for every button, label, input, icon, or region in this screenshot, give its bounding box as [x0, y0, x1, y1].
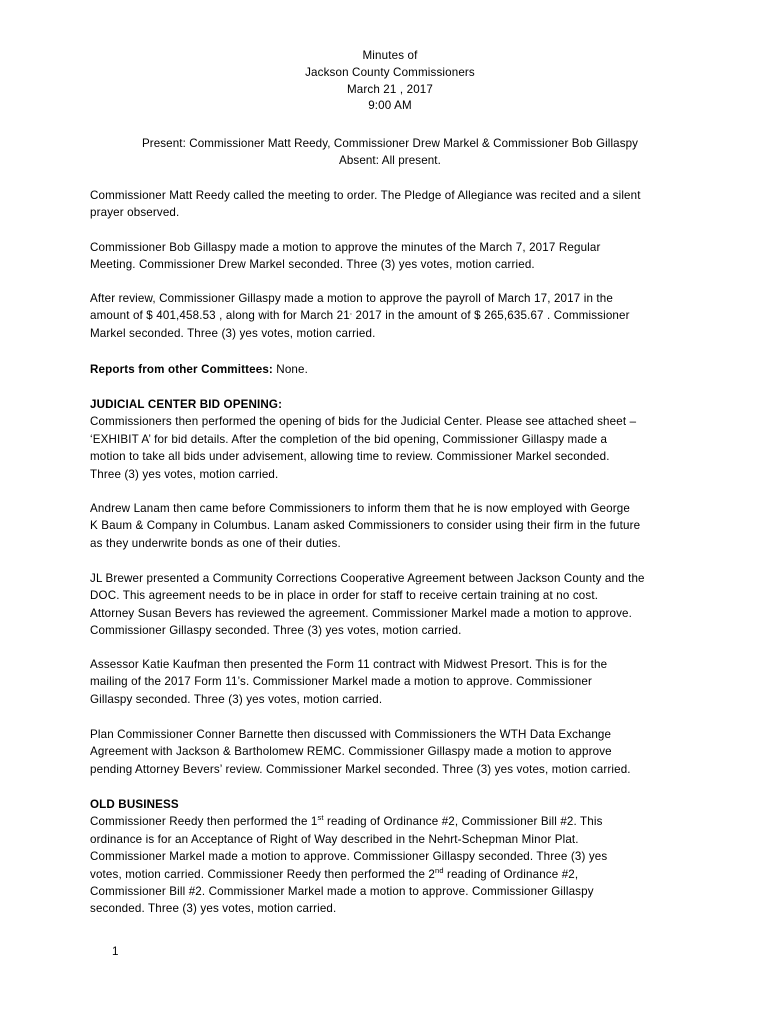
- judicial-center-section: [90, 396, 690, 483]
- judicial-center-heading: JUDICIAL CENTER BID OPENING:: [90, 398, 283, 411]
- reports-text: None.: [272, 363, 308, 376]
- lanam-paragraph: Andrew Lanam then came before Commissioners to inform them that he is now employed with George K Baum & Company in Columbus. Lanam asked Commissioners to consider using their firm in the future as they underwrite bonds as one of their duties.: [90, 502, 641, 550]
- payroll-superscript-mark: ,: [349, 307, 353, 317]
- reports-paragraph: [90, 361, 690, 378]
- header-date: March 21 , 2017: [346, 82, 434, 96]
- present-line: Present: Commissioner Matt Reedy, Commissioner Drew Markel & Commissioner Bob Gillaspy: [141, 137, 639, 150]
- header-time: 9:00 AM: [368, 99, 412, 113]
- old-business-text-middle: reading of Ordinance #2, Commissioner Bill #2. This ordinance is for an Acceptance of Right of Way described in the Nehrt-Schepman Minor Plat. Commissioner Markel made a motion to approve. Commissioner Gillaspy seconded. Three (3) yes votes, motion carried. Commissioner Reedy then performed the 2: [90, 815, 608, 881]
- kaufman-paragraph: Assessor Katie Kaufman then presented the Form 11 contract with Midwest Presort. This is for the mailing of the 2017 Form 11’s. Commissioner Markel made a motion to approve. Commissioner Gillaspy seconded. Three (3) yes votes, motion carried.: [90, 658, 608, 706]
- minutes-approval-paragraph: Commissioner Bob Gillaspy made a motion to approve the minutes of the March 7, 2017 Regular Meeting. Commissioner Drew Markel seconded. Three (3) yes votes, motion carried.: [90, 241, 601, 272]
- payroll-text-end: 2017 in the amount of $ 265,635.67 . Commissioner Markel seconded. Three (3) yes votes, motion carried.: [90, 309, 630, 340]
- reports-label: Reports from other Committees:: [90, 363, 273, 376]
- payroll-text-start: After review, Commissioner Gillaspy made a motion to approve the payroll of March 17, 2017 in the amount of $ 401,458.53 , along with for March 21: [90, 292, 613, 323]
- payroll-paragraph: [90, 290, 690, 342]
- page-number: 1: [112, 945, 119, 958]
- old-business-heading: OLD BUSINESS: [90, 798, 179, 811]
- old-business-superscript-second: nd: [435, 865, 444, 875]
- call-to-order-paragraph: Commissioner Matt Reedy called the meeting to order. The Pledge of Allegiance was recited and a silent prayer observed.: [90, 189, 641, 220]
- judicial-center-text: Commissioners then performed the opening of bids for the Judicial Center. Please see attached sheet – ‘EXHIBIT A’ for bid details. After the completion of the bid opening, Commissioner Gillaspy made a motion to take all bids under advisement, allowing time to review. Commissioner Markel seconded. Three (3) yes votes, motion carried.: [90, 415, 637, 481]
- old-business-text-end: reading of Ordinance #2, Commissioner Bill #2. Commissioner Markel made a motion to approve. Commissioner Gillaspy seconded. Three (3) yes votes, motion carried.: [90, 867, 594, 916]
- barnette-paragraph: Plan Commissioner Conner Barnette then discussed with Commissioners the WTH Data Exchange Agreement with Jackson & Bartholomew REMC. Commissioner Gillaspy made a motion to approve pending Attorney Bevers’ review. Commissioner Markel seconded. Three (3) yes votes, motion carried.: [90, 728, 631, 776]
- brewer-paragraph: JL Brewer presented a Community Corrections Cooperative Agreement between Jackson County and the DOC. This agreement needs to be in place in order for staff to receive certain training at no cost. Attorney Susan Bevers has reviewed the agreement. Commissioner Markel made a motion to approve. Commissioner Gillaspy seconded. Three (3) yes votes, motion carried.: [90, 572, 645, 638]
- header-organization: Jackson County Commissioners: [305, 65, 475, 79]
- absent-line: Absent: All present.: [339, 154, 441, 168]
- old-business-superscript-first: st: [317, 813, 324, 823]
- attendance-block: [70, 135, 710, 170]
- document-header: [90, 48, 690, 115]
- header-title: Minutes of: [362, 49, 418, 62]
- old-business-section: [90, 796, 690, 918]
- old-business-text-start: Commissioner Reedy then performed the 1: [90, 815, 318, 829]
